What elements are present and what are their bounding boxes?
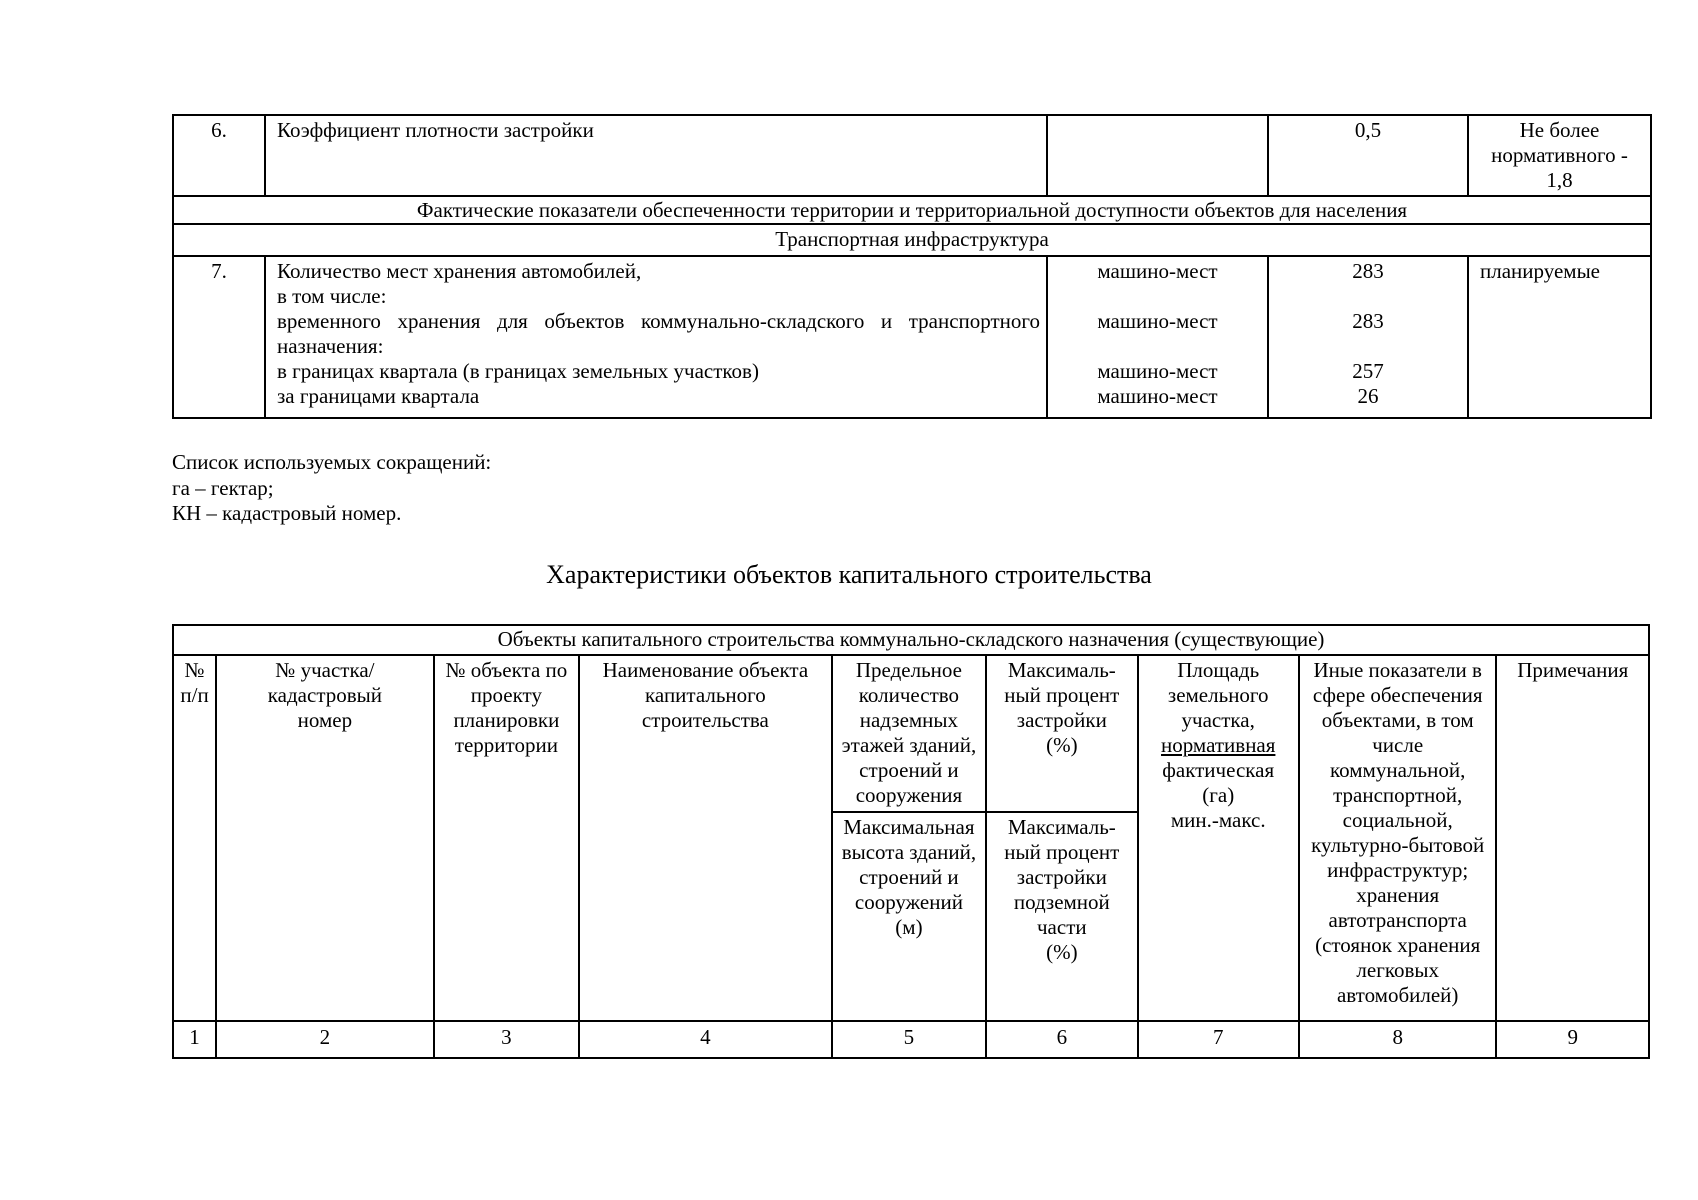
header-line: капитального xyxy=(645,683,766,707)
header-line: застройки xyxy=(1016,865,1107,889)
header-line: Примечания xyxy=(1517,658,1629,682)
column-number: 7 xyxy=(1138,1021,1299,1058)
header-line: строений и xyxy=(859,758,959,782)
name-line: временного хранения для объектов коммунально-складского и транспортного xyxy=(277,309,1040,333)
column-number: 1 xyxy=(173,1021,216,1058)
name-line: назначения: xyxy=(277,334,384,358)
header-line: сфере обеспечения xyxy=(1312,683,1483,707)
column-number: 5 xyxy=(832,1021,986,1058)
header-line: социальной, xyxy=(1342,808,1453,832)
indicator-name: Коэффициент плотности застройки xyxy=(265,115,1047,196)
header-line: высота зданий, xyxy=(841,840,977,864)
column-number: 3 xyxy=(434,1021,579,1058)
header-line: части xyxy=(1037,915,1087,939)
header-line: строительства xyxy=(641,708,769,732)
value-line: 283 xyxy=(1352,259,1384,283)
column-number: 9 xyxy=(1496,1021,1649,1058)
unit-line: машино-мест xyxy=(1097,309,1218,333)
header-line: п/п xyxy=(180,683,209,707)
name-line: за границами квартала xyxy=(277,384,480,408)
table-row-7 xyxy=(173,256,1651,418)
header-col-7 xyxy=(1138,655,1299,1021)
header-line: (%) xyxy=(1046,733,1078,757)
indicator-values xyxy=(1268,256,1468,418)
header-line: ный процент xyxy=(1004,683,1120,707)
note-line: нормативного - xyxy=(1491,143,1628,167)
header-line: № xyxy=(184,658,205,682)
header-line: Максималь- xyxy=(1007,658,1116,682)
header-line: количество xyxy=(858,683,960,707)
header-col-4 xyxy=(579,655,832,1021)
header-line: Иные показатели в xyxy=(1313,658,1482,682)
name-line: Количество мест хранения автомобилей, xyxy=(277,259,642,283)
unit-line: машино-мест xyxy=(1097,384,1218,408)
column-numbers-row xyxy=(173,1021,1649,1058)
header-row xyxy=(173,655,1649,812)
header-line: земельного xyxy=(1167,683,1269,707)
indicators-table xyxy=(172,114,1652,419)
header-line: фактическая xyxy=(1162,758,1275,782)
column-number: 2 xyxy=(216,1021,434,1058)
abbreviation-item: га – гектар; xyxy=(172,475,274,500)
row-number: 7. xyxy=(173,256,265,418)
header-line: № участка/ xyxy=(275,658,375,682)
name-line: в том числе: xyxy=(277,284,387,308)
header-line: Площадь xyxy=(1177,658,1260,682)
header-line: Максимальная xyxy=(843,815,975,839)
header-line: хранения xyxy=(1356,883,1440,907)
section-row-transport xyxy=(173,224,1651,256)
section-heading: Транспортная инфраструктура xyxy=(173,224,1651,256)
abbreviations-list xyxy=(172,450,491,527)
header-line: Предельное xyxy=(855,658,962,682)
note-line: 1,8 xyxy=(1546,168,1573,192)
indicator-unit xyxy=(1047,115,1268,196)
header-col-3 xyxy=(434,655,579,1021)
header-line: (га) xyxy=(1202,783,1235,807)
column-number: 6 xyxy=(986,1021,1137,1058)
header-line: надземных xyxy=(859,708,959,732)
indicator-units xyxy=(1047,256,1268,418)
table-row-6 xyxy=(173,115,1651,196)
header-line: инфраструктур; xyxy=(1327,858,1469,882)
indicator-name xyxy=(265,256,1047,418)
header-col-2 xyxy=(216,655,434,1021)
header-line: проекту xyxy=(470,683,542,707)
header-line: (%) xyxy=(1046,940,1078,964)
value-line: 26 xyxy=(1357,384,1379,408)
header-col-5-top xyxy=(832,655,986,812)
header-line: кадастровый xyxy=(267,683,383,707)
header-line: этажей зданий, xyxy=(841,733,977,757)
capital-objects-table xyxy=(172,624,1650,1059)
indicator-value: 0,5 xyxy=(1268,115,1468,196)
value-line: 257 xyxy=(1352,359,1384,383)
header-line: коммунальной, xyxy=(1330,758,1466,782)
header-line: (м) xyxy=(895,915,923,939)
name-line: в границах квартала (в границах земельных участков) xyxy=(277,359,759,383)
header-line: Наименование объекта xyxy=(602,658,809,682)
header-line: числе xyxy=(1372,733,1424,757)
header-line: автомобилей) xyxy=(1336,983,1459,1007)
caption-row xyxy=(173,625,1649,655)
header-line: легковых xyxy=(1356,958,1439,982)
header-line: строений и xyxy=(859,865,959,889)
unit-line: машино-мест xyxy=(1097,259,1218,283)
header-line: участка, xyxy=(1181,708,1255,732)
section-title: Характеристики объектов капитального строительства xyxy=(546,560,1152,589)
header-col-6-top xyxy=(986,655,1137,812)
header-line: объектами, в том xyxy=(1321,708,1474,732)
header-line: автотранспорта xyxy=(1328,908,1467,932)
value-line: 283 xyxy=(1352,309,1384,333)
abbreviations-title: Список используемых сокращений: xyxy=(172,450,492,474)
header-line: планировки xyxy=(453,708,560,732)
section-row-facts xyxy=(173,196,1651,224)
unit-line: машино-мест xyxy=(1097,359,1218,383)
row-number: 6. xyxy=(173,115,265,196)
column-number: 4 xyxy=(579,1021,832,1058)
header-line: территории xyxy=(454,733,558,757)
header-line: Максималь- xyxy=(1007,815,1116,839)
header-col-8 xyxy=(1299,655,1497,1021)
header-col-9 xyxy=(1496,655,1649,1021)
header-col-5-bottom xyxy=(832,812,986,1021)
table-caption: Объекты капитального строительства коммунально-складского назначения (существующие) xyxy=(173,625,1649,655)
header-line: культурно-бытовой xyxy=(1311,833,1485,857)
header-line: подземной xyxy=(1013,890,1110,914)
indicator-note: планируемые xyxy=(1468,256,1651,418)
header-col-6-bottom xyxy=(986,812,1137,1021)
header-line: № объекта по xyxy=(445,658,568,682)
header-col-1 xyxy=(173,655,216,1021)
abbreviation-item: КН – кадастровый номер. xyxy=(172,501,402,525)
header-line: (стоянок хранения xyxy=(1315,933,1481,957)
header-line: транспортной, xyxy=(1333,783,1463,807)
header-line: сооружения xyxy=(855,783,963,807)
header-line-underlined: нормативная xyxy=(1161,733,1276,757)
column-number: 8 xyxy=(1299,1021,1497,1058)
indicator-note xyxy=(1468,115,1651,196)
header-line: ный процент xyxy=(1004,840,1120,864)
header-line: застройки xyxy=(1016,708,1107,732)
header-line: номер xyxy=(297,708,353,732)
note-line: Не более xyxy=(1519,118,1600,142)
header-line: мин.-макс. xyxy=(1170,808,1266,832)
header-line: сооружений xyxy=(854,890,963,914)
section-heading: Фактические показатели обеспеченности территории и территориальной доступности объектов для населения xyxy=(173,196,1651,224)
